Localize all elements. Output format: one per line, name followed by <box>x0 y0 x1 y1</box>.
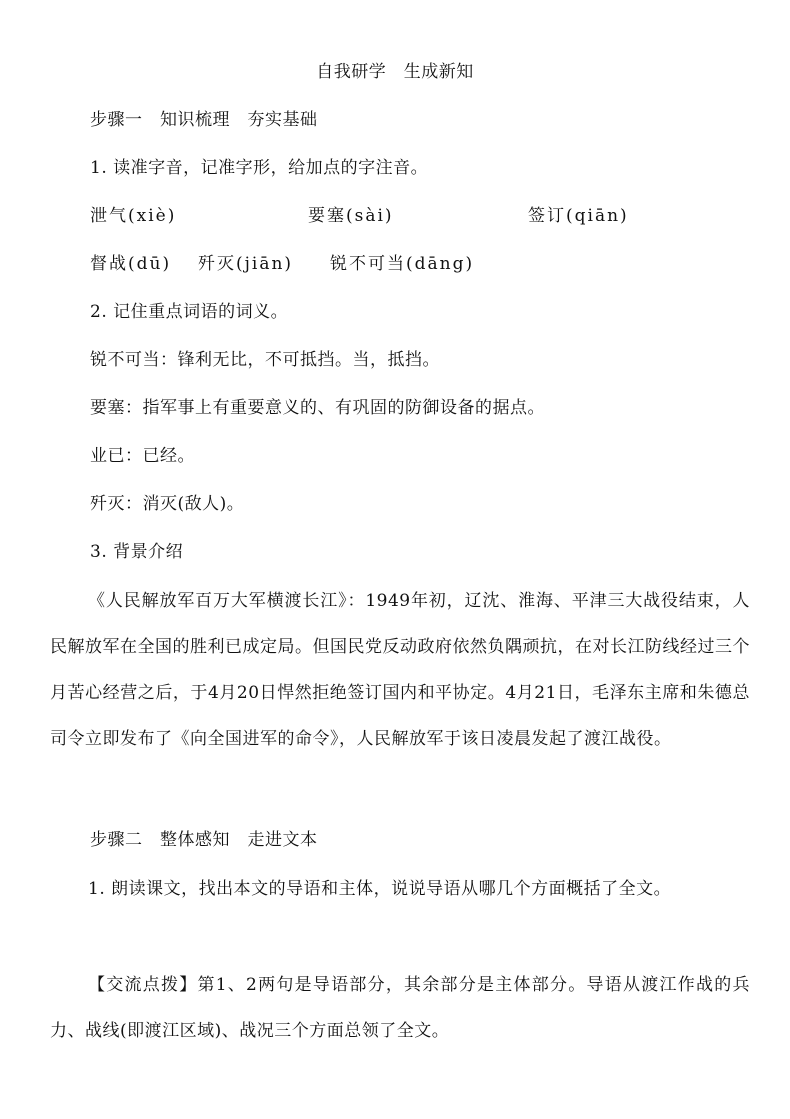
pinyin-item: 签订(qiān) <box>528 206 629 226</box>
pinyin-item: 要塞(sài) <box>308 206 394 226</box>
background-paragraph: 《人民解放军百万大军横渡长江》：1949年初，辽沈、淮海、平津三大战役结束，人民解放军在全国的胜利已成定局。但国民党反动政府依然负隅顽抗，在对长江防线经过三个月苦心经营之后，于4月20日悍然拒绝签订国内和平协定。4月21日，毛泽东主席和朱德总司令立即发布了《向全国进军的命令》，人民解放军于该日凌晨发起了渡江战役。 <box>50 591 750 749</box>
vocab-item: 要塞：指军事上有重要意义的、有巩固的防御设备的据点。 <box>90 398 545 418</box>
step2-heading: 步骤二 整体感知 走进文本 <box>90 830 318 850</box>
step1-heading: 步骤一 知识梳理 夯实基础 <box>90 110 318 130</box>
step1-question-3: 3. 背景介绍 <box>90 542 184 562</box>
step2-question-1: 1. 朗读课文，找出本文的导语和主体，说说导语从哪几个方面概括了全文。 <box>88 879 672 899</box>
vocab-item: 锐不可当：锋利无比，不可抵挡。当，抵挡。 <box>90 350 440 370</box>
pinyin-item: 泄气(xiè) <box>90 206 177 226</box>
pinyin-item: 歼灭(jiān) <box>198 254 294 274</box>
page-title: 自我研学 生成新知 <box>316 62 474 82</box>
answer-paragraph: 【交流点拨】第1、2两句是导语部分，其余部分是主体部分。导语从渡江作战的兵力、战线(即渡江区域)、战况三个方面总领了全文。 <box>50 975 750 1041</box>
step1-question-2: 2. 记住重点词语的词义。 <box>90 302 289 322</box>
step1-question-1: 1. 读准字音，记准字形，给加点的字注音。 <box>90 158 429 178</box>
vocab-item: 业已：已经。 <box>90 446 195 466</box>
vocab-item: 歼灭：消灭(敌人)。 <box>90 494 245 514</box>
pinyin-item: 督战(dū) <box>90 254 172 274</box>
pinyin-item: 锐不可当(dāng) <box>330 254 475 274</box>
